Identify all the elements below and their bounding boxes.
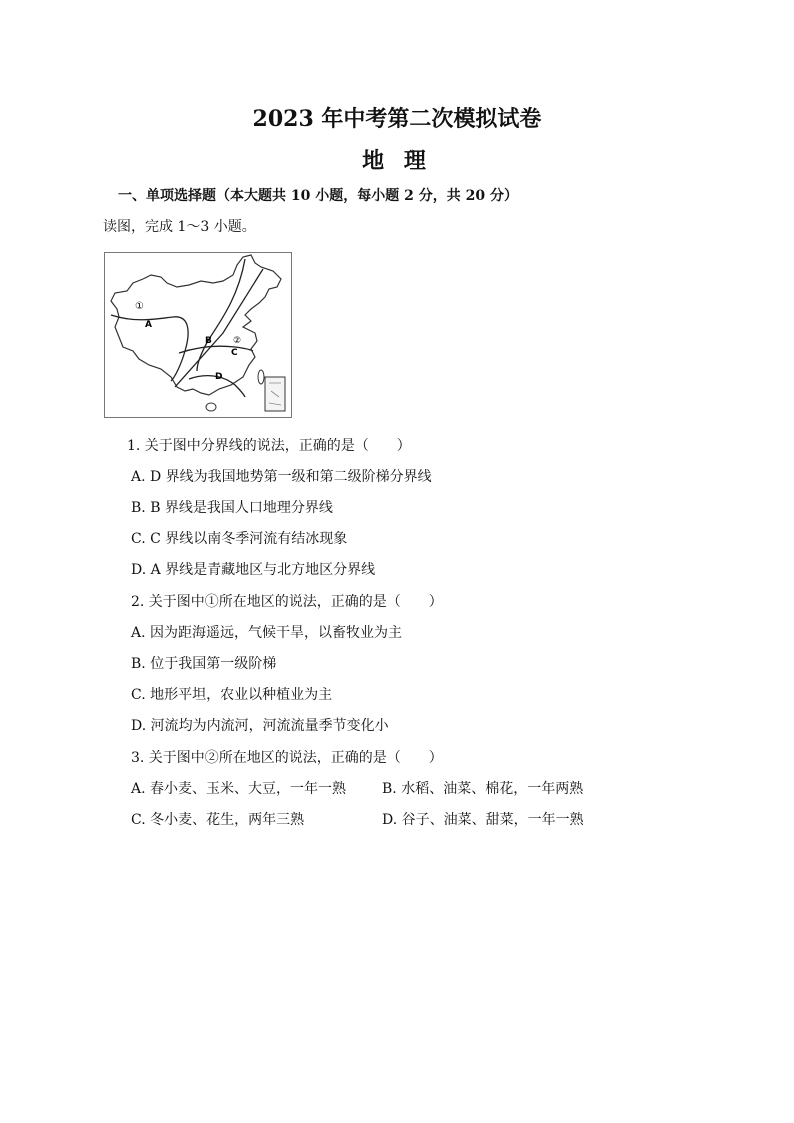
question-2-stem: 2. 关于图中①所在地区的说法，正确的是（ ） [131, 594, 443, 610]
china-map-svg [105, 253, 291, 417]
question-2-option-b: B. 位于我国第一级阶梯 [131, 656, 277, 672]
hainan-island [206, 403, 216, 411]
subject-title: 地 理 [362, 148, 432, 174]
china-map-figure [104, 252, 292, 418]
question-1-option-c: C. C 界线以南冬季河流有结冰现象 [131, 531, 348, 547]
exam-title: 2023 年中考第二次模拟试卷 [252, 106, 542, 132]
question-2-option-d: D. 河流均为内流河，河流流量季节变化小 [131, 718, 389, 734]
boundary-line-c [179, 346, 253, 353]
map-label-b: B [205, 336, 212, 346]
map-label-a: A [145, 320, 152, 330]
section-heading: 一、单项选择题（本大题共 10 小题，每小题 2 分，共 20 分） [118, 188, 518, 204]
question-3-option-d: D. 谷子、油菜、甜菜，一年一熟 [382, 812, 584, 828]
question-3-stem: 3. 关于图中②所在地区的说法，正确的是（ ） [131, 750, 443, 766]
question-1-option-a: A. D 界线为我国地势第一级和第二级阶梯分界线 [131, 469, 432, 485]
question-1-option-d: D. A 界线是青藏地区与北方地区分界线 [131, 562, 376, 578]
instruction-text: 读图，完成 1～3 小题。 [103, 219, 256, 235]
question-1-stem: 1. 关于图中分界线的说法，正确的是（ ） [127, 438, 411, 454]
map-label-c: C [231, 348, 238, 358]
question-3-option-c: C. 冬小麦、花生，两年三熟 [131, 812, 305, 828]
question-2-option-a: A. 因为距海遥远，气候干旱，以畜牧业为主 [131, 625, 403, 641]
china-outline [111, 255, 281, 395]
taiwan-island [258, 370, 264, 384]
map-label-region-1: ① [135, 301, 144, 312]
map-label-region-2: ② [233, 336, 242, 346]
question-3-option-b: B. 水稻、油菜、棉花，一年两熟 [382, 781, 584, 797]
map-label-d: D [215, 372, 223, 382]
question-2-option-c: C. 地形平坦，农业以种植业为主 [131, 687, 333, 703]
question-1-option-b: B. B 界线是我国人口地理分界线 [131, 500, 333, 516]
question-3-option-a: A. 春小麦、玉米、大豆，一年一熟 [131, 781, 347, 797]
